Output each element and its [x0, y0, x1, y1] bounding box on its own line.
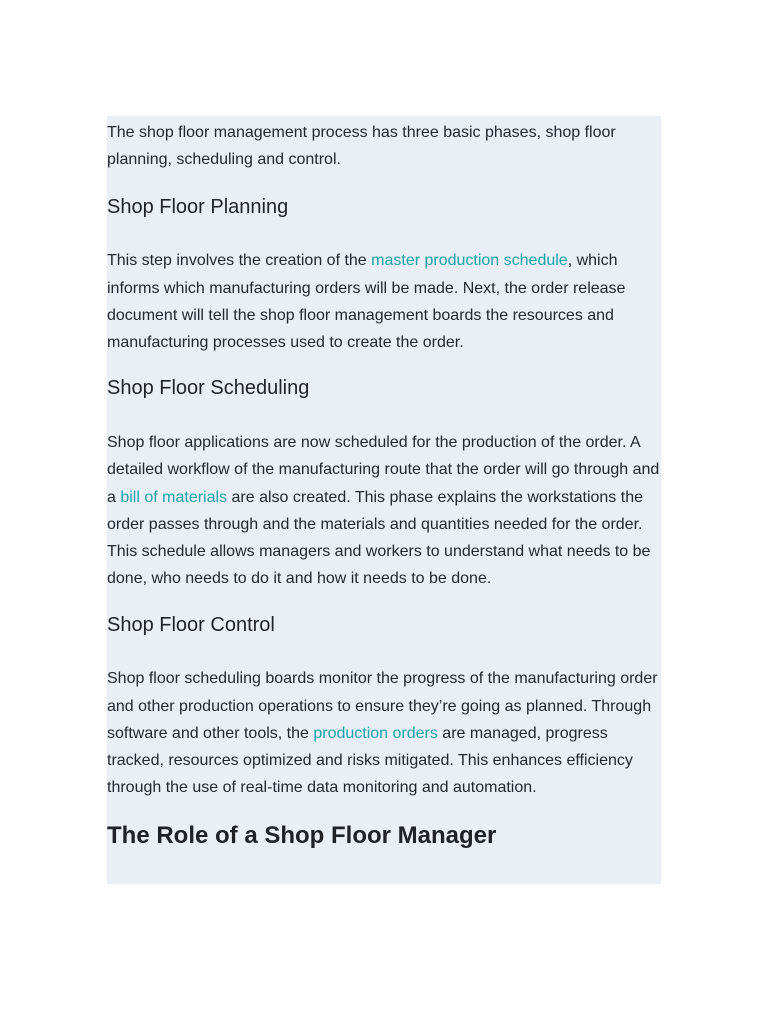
paragraph-text: are managed, progress tracked, resources optimized and risks mitigated. This enhances efficiency through the use of real-time data monitoring and automation.	[107, 724, 633, 797]
paragraph-text: This step involves the creation of the	[107, 252, 372, 270]
section-heading-scheduling: Shop Floor Scheduling	[107, 377, 310, 400]
article-body	[107, 119, 667, 850]
paragraph-text: , which informs which manufacturing orders will be made. Next, the order release document will tell the shop floor management boards the resources and manufacturing processes used to create the order.	[107, 252, 626, 352]
next-section-heading: The Role of a Shop Floor Manager	[107, 822, 497, 850]
intro-paragraph: The shop floor management process has three basic phases, shop floor planning, scheduling and control.	[107, 124, 616, 169]
paragraph-text: Shop floor scheduling boards monitor the progress of the manufacturing order and other production operations to ensure they’re going as planned. Through software and other tools, the	[107, 670, 658, 742]
paragraph-scheduling	[107, 429, 667, 592]
section-heading-planning: Shop Floor Planning	[107, 196, 289, 219]
paragraph-planning	[107, 247, 667, 356]
paragraph-text: Shop floor applications are now scheduled for the production of the order. A detailed workflow of the manufacturing route that the order will go through and a	[107, 434, 660, 506]
section-heading-control: Shop Floor Control	[107, 614, 275, 637]
paragraph-control	[107, 665, 667, 801]
master-production-schedule-link[interactable]: master production schedule	[371, 252, 568, 270]
production-orders-link[interactable]: production orders	[313, 724, 438, 742]
paragraph-text: are also created. This phase explains the workstations the order passes through and the materials and quantities needed for the order. This schedule allows managers and workers to understand what needs to be done, who needs to do it and how it needs to be done.	[107, 488, 651, 588]
bill-of-materials-link[interactable]: bill of materials	[120, 488, 228, 506]
